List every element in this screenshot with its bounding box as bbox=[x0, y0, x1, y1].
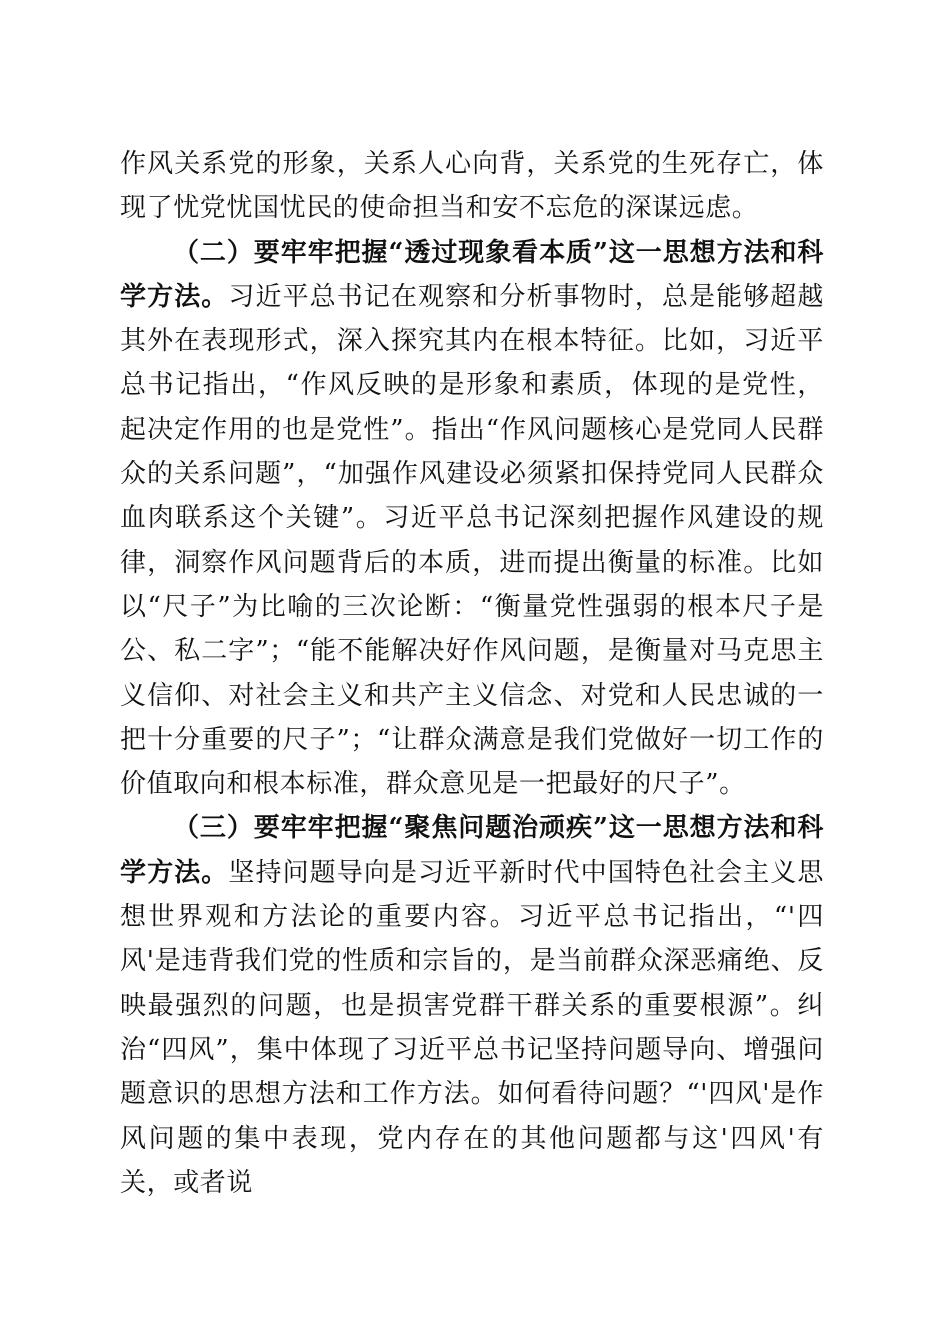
paragraph-text: 习近平总书记在观察和分析事物时，总是能够超越其外在表现形式，深入探究其内在根本特征。比如，习近平总书记指出，“作风反映的是形象和素质，体现的是党性，起决定作用的也是党性”。指出“作风问题核心是党同人民群众的关系问题”，“加强作风建设必须紧扣保持党同人民群众血肉联系这个关键”。习近平总书记深刻把握作风建设的规律，洞察作风问题背后的本质，进而提出衡量的标准。比如以“尺子”为比喻的三次论断：“衡量党性强弱的根本尺子是公、私二字”；“能不能解决好作风问题，是衡量对马克思主义信仰、对社会主义和共产主义信念、对党和人民忠诚的一把十分重要的尺子”；“让群众满意是我们党做好一切工作的价值取向和根本标准，群众意见是一把最好的尺子”。 bbox=[120, 281, 824, 800]
paragraph-section-3 bbox=[120, 806, 824, 1205]
section-heading: （二）要牢牢把握“透过现象看本质”这一思想方法和科学方法。 bbox=[120, 237, 824, 312]
document-body bbox=[120, 142, 824, 1205]
paragraph-text: 作风关系党的形象，关系人心向背，关系党的生死存亡，体现了忧党忧国忧民的使命担当和安不忘危的深谋远虑。 bbox=[120, 149, 824, 224]
paragraph-section-2 bbox=[120, 231, 824, 807]
section-heading: （三）要牢牢把握“聚焦问题治顽疾”这一思想方法和科学方法。 bbox=[120, 813, 824, 888]
paragraph-text: 坚持问题导向是习近平新时代中国特色社会主义思想世界观和方法论的重要内容。习近平总书记指出，“'四风'是违背我们党的性质和宗旨的，是当前群众深恶痛绝、反映最强烈的问题，也是损害党群干群关系的重要根源”。纠治“四风”，集中体现了习近平总书记坚持问题导向、增强问题意识的思想方法和工作方法。如何看待问题？“'四风'是作风问题的集中表现，党内存在的其他问题都与这'四风'有关，或者说 bbox=[120, 857, 824, 1198]
paragraph-continuation bbox=[120, 142, 824, 231]
